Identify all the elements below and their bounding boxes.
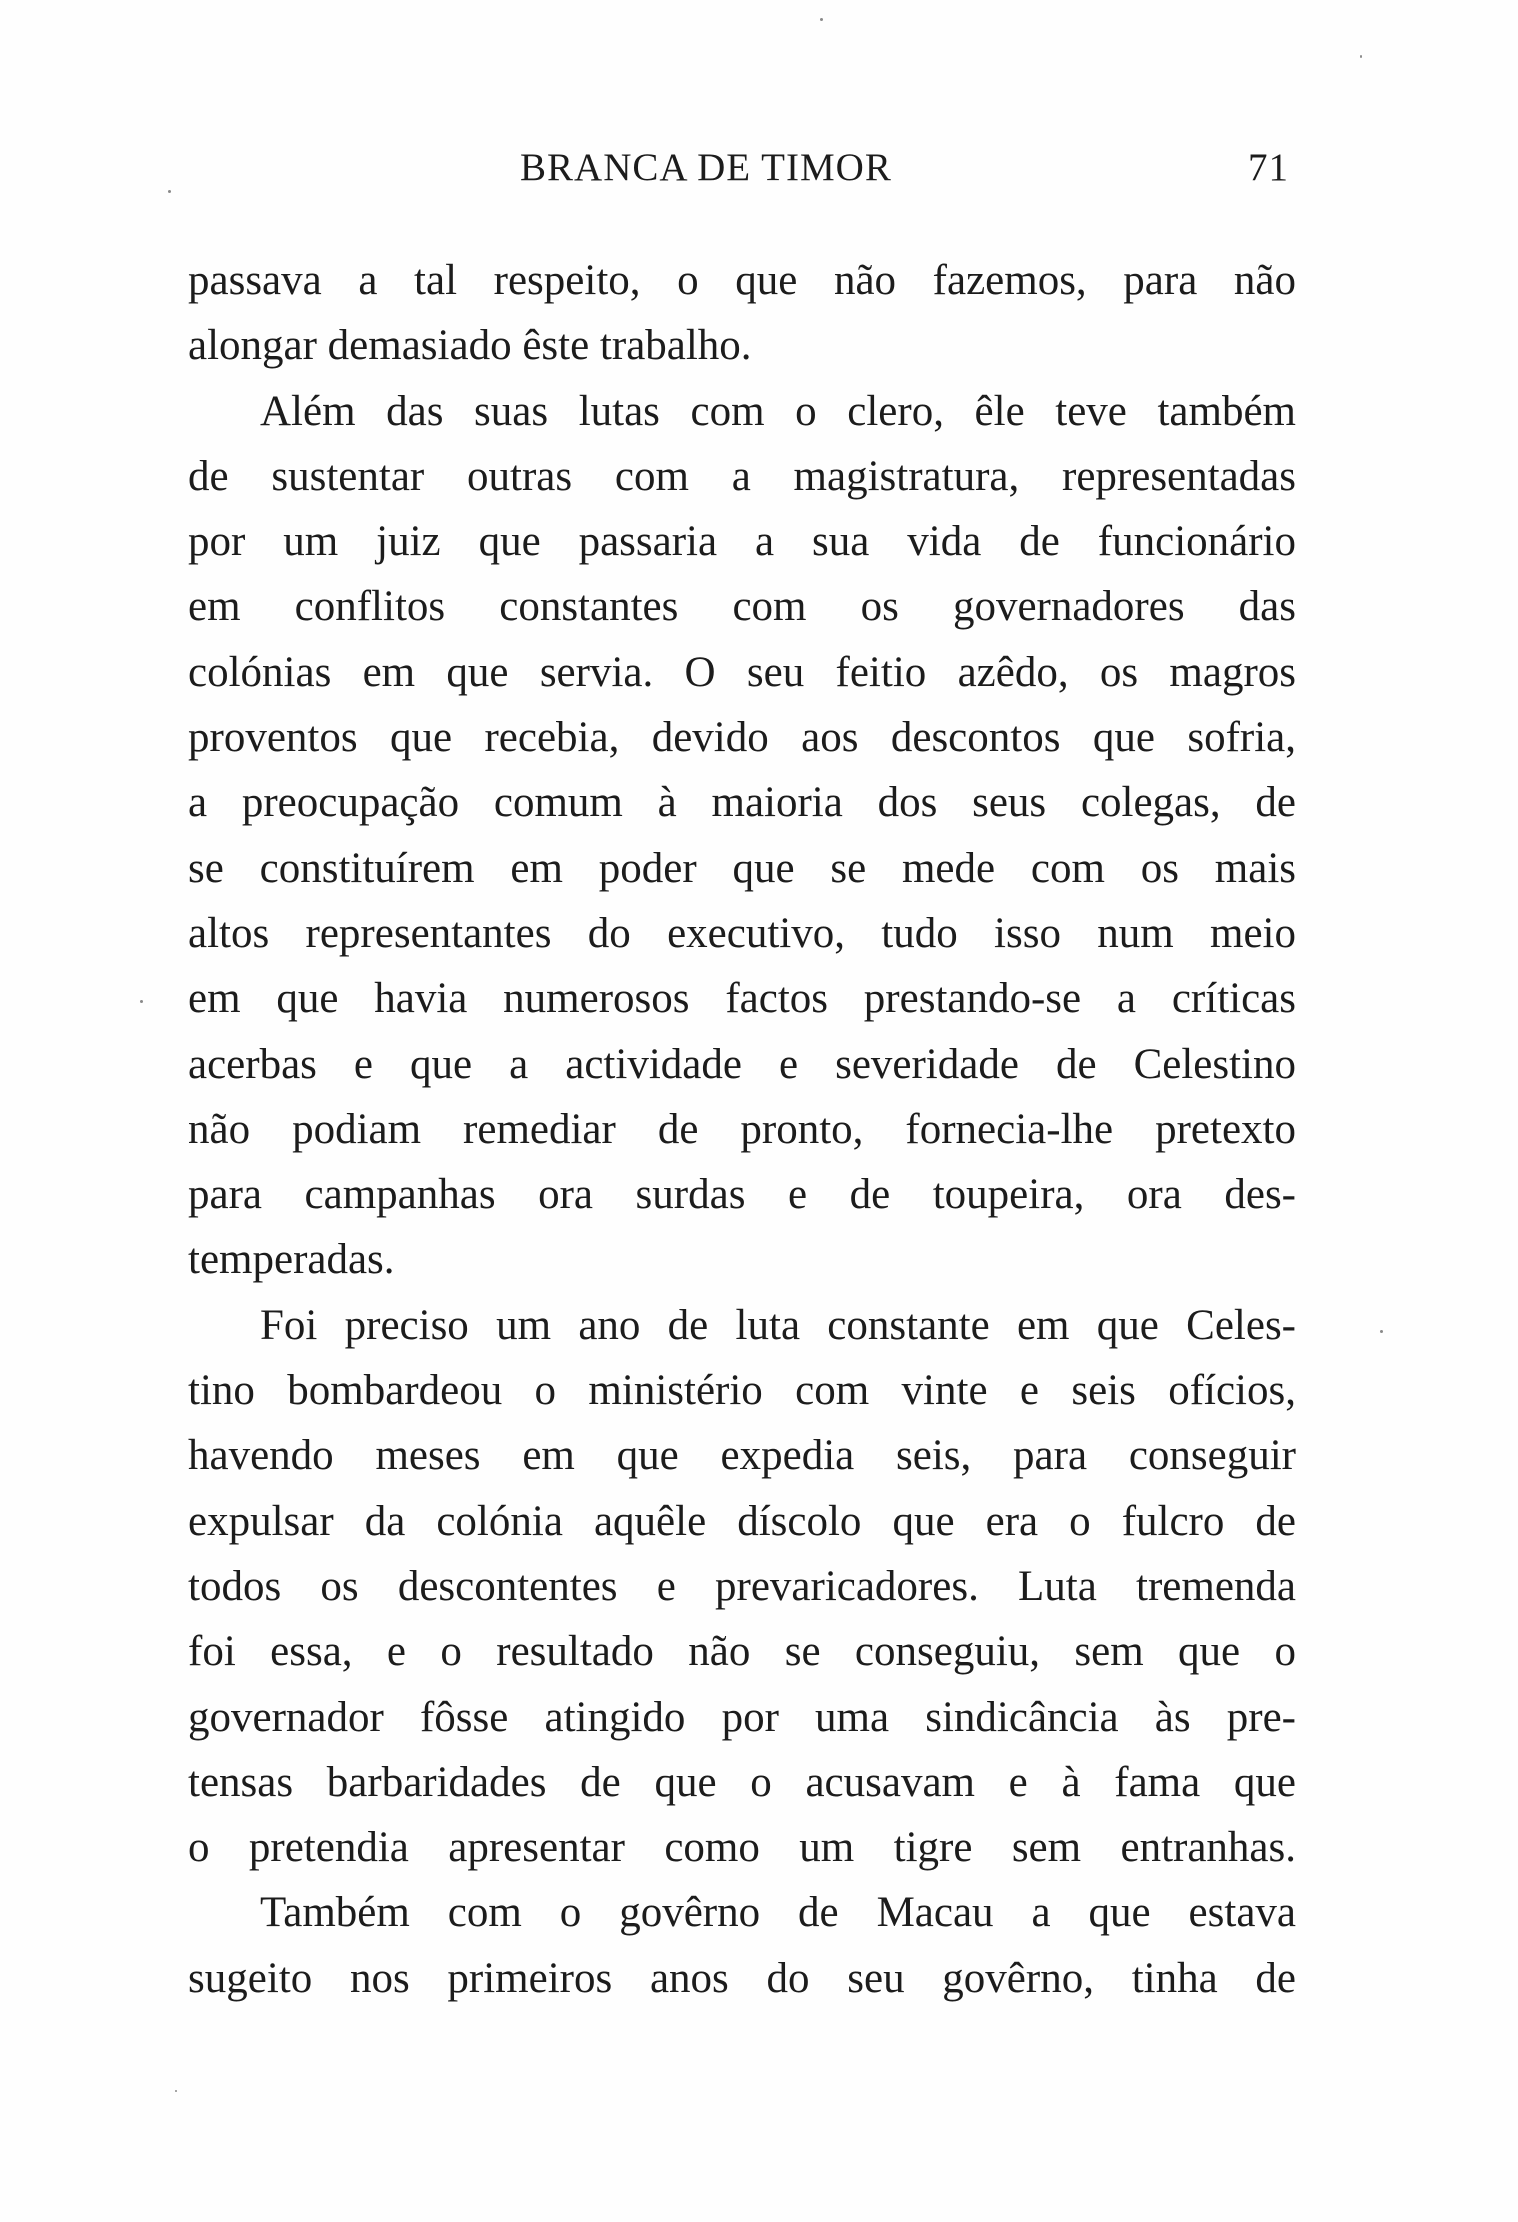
text-line: por um juiz que passaria a sua vida de funcionário [188,518,1296,566]
text-line: em que havia numerosos factos prestando-se a críticas [188,975,1296,1023]
text-line: se constituírem em poder que se mede com os mais [188,844,1296,892]
running-title: BRANCA DE TIMOR [520,146,892,189]
scan-speck [1360,55,1362,58]
text-line: tino bombardeou o ministério com vinte e seis ofícios, [188,1367,1296,1415]
text-line: governador fôsse atingido por uma sindicância às pre- [188,1693,1296,1741]
text-line: acerbas e que a actividade e severidade de Celestino [188,1040,1296,1088]
text-line: colónias em que servia. O seu feitio azêdo, os magros [188,648,1296,696]
text-line: Também com o govêrno de Macau a que estava [260,1889,1296,1937]
text-line: em conflitos constantes com os governadores das [188,583,1296,631]
scan-speck [1380,1330,1383,1333]
text-line: proventos que recebia, devido aos descontos que sofria, [188,714,1296,762]
text-line: a preocupação comum à maioria dos seus colegas, de [188,779,1296,827]
text-line: alongar demasiado êste trabalho. [188,322,752,370]
text-line: temperadas. [188,1236,395,1284]
text-line: todos os descontentes e prevaricadores. Luta tremenda [188,1562,1296,1610]
text-line: expulsar da colónia aquêle díscolo que era o fulcro de [188,1497,1296,1545]
text-line: para campanhas ora surdas e de toupeira, ora des- [188,1171,1296,1219]
scan-speck [820,18,823,21]
running-header [0,145,1518,195]
scan-speck [175,2090,177,2092]
text-line: Foi preciso um ano de luta constante em que Celes- [260,1301,1296,1349]
text-line: o pretendia apresentar como um tigre sem entranhas. [188,1824,1296,1872]
text-line: passava a tal respeito, o que não fazemos, para não [188,257,1296,304]
text-line: altos representantes do executivo, tudo isso num meio [188,909,1296,957]
scan-speck [140,1000,143,1003]
scan-speck [168,190,171,193]
text-line: foi essa, e o resultado não se conseguiu, sem que o [188,1628,1296,1676]
text-line: de sustentar outras com a magistratura, representadas [188,452,1296,500]
body-text [188,248,1296,2011]
page-number: 71 [1248,146,1289,189]
text-line: havendo meses em que expedia seis, para conseguir [188,1432,1296,1480]
text-line: tensas barbaridades de que o acusavam e à fama que [188,1758,1296,1806]
text-line: Além das suas lutas com o clero, êle teve também [260,387,1296,435]
text-line: não podiam remediar de pronto, fornecia-lhe pretexto [188,1105,1296,1153]
text-line: sugeito nos primeiros anos do seu govêrno, tinha de [188,1954,1296,2002]
